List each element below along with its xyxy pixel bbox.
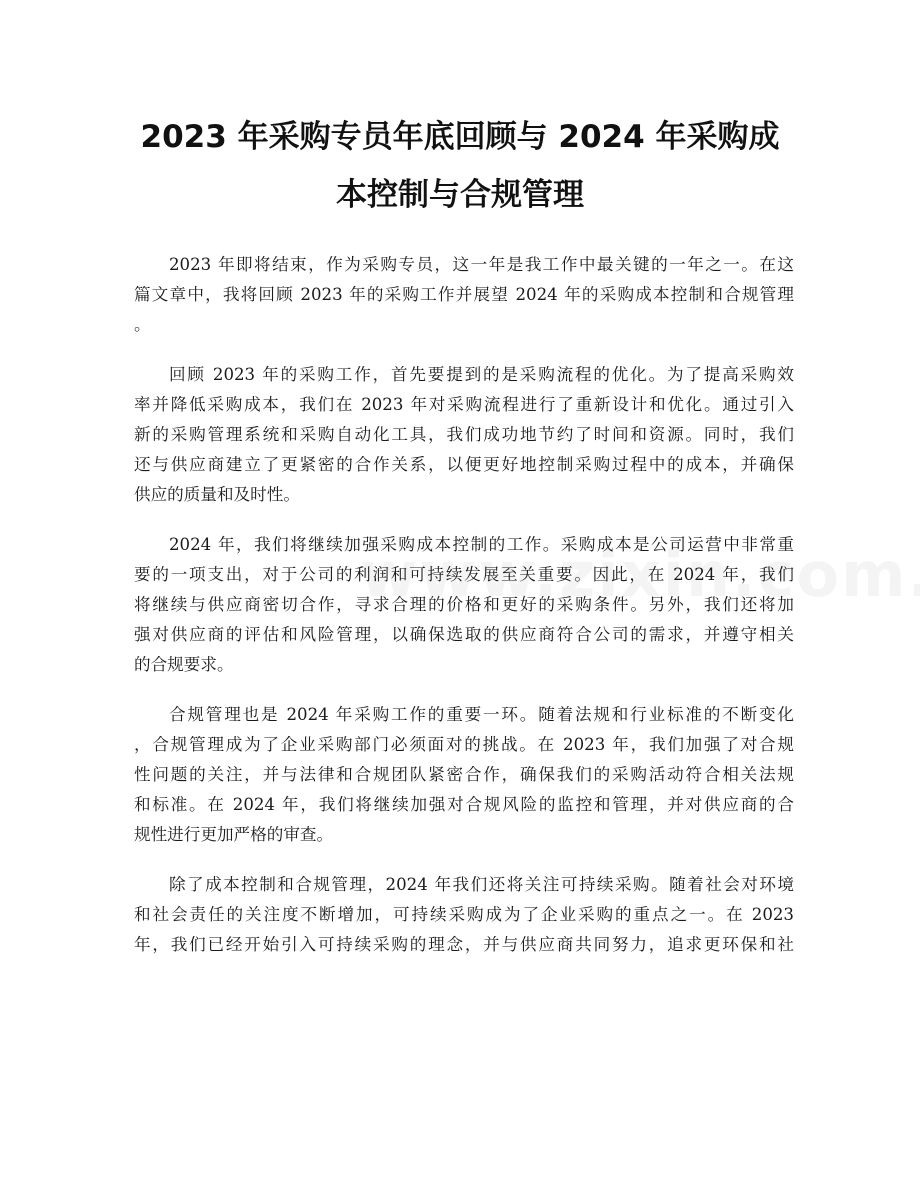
- text-line: 篇文章中，我将回顾 2023 年的采购工作并展望 2024 年的采购成本控制和合规管理: [134, 285, 794, 304]
- paragraph-cost-control: [134, 530, 794, 680]
- text-line: 规性进行更加严格的审查。: [134, 825, 334, 844]
- text-line: 和标准。在 2024 年，我们将继续加强对合规风险的监控和管理，并对供应商的合: [134, 795, 794, 814]
- title-line: 本控制与合规管理: [336, 177, 584, 213]
- text-line: 还与供应商建立了更紧密的合作关系，以便更好地控制采购过程中的成本，并确保: [134, 455, 794, 474]
- text-line: 回顾 2023 年的采购工作，首先要提到的是采购流程的优化。为了提高采购效: [169, 365, 794, 384]
- document-title: [120, 108, 800, 224]
- text-line: 的合规要求。: [134, 655, 234, 674]
- paragraph-intro: [134, 250, 794, 340]
- text-line: 和社会责任的关注度不断增加，可持续采购成为了企业采购的重点之一。在 2023: [134, 905, 794, 924]
- paragraph-compliance: [134, 700, 794, 850]
- text-line: 将继续与供应商密切合作，寻求合理的价格和更好的采购条件。另外，我们还将加: [134, 595, 794, 614]
- text-line: 新的采购管理系统和采购自动化工具，我们成功地节约了时间和资源。同时，我们: [134, 425, 794, 444]
- text-line: 强对供应商的评估和风险管理，以确保选取的供应商符合公司的需求，并遵守相关: [134, 625, 794, 644]
- text-line: 要的一项支出，对于公司的利润和可持续发展至关重要。因此，在 2024 年，我们: [134, 565, 794, 584]
- text-line: 供应的质量和及时性。: [134, 485, 300, 504]
- text-line: ，合规管理成为了企业采购部门必须面对的挑战。在 2023 年，我们加强了对合规: [134, 735, 794, 754]
- text-line: 率并降低采购成本，我们在 2023 年对采购流程进行了重新设计和优化。通过引入: [134, 395, 794, 414]
- text-line: 性问题的关注，并与法律和合规团队紧密合作，确保我们的采购活动符合相关法规: [134, 765, 794, 784]
- text-line: 除了成本控制和合规管理，2024 年我们还将关注可持续采购。随着社会对环境: [169, 875, 794, 894]
- text-line: 年，我们已经开始引入可持续采购的理念，并与供应商共同努力，追求更环保和社: [134, 935, 794, 954]
- title-line: 2023 年采购专员年底回顾与 2024 年采购成: [140, 119, 780, 155]
- text-line: 合规管理也是 2024 年采购工作的重要一环。随着法规和行业标准的不断变化: [169, 705, 794, 724]
- text-line: 2024 年，我们将继续加强采购成本控制的工作。采购成本是公司运营中非常重: [169, 535, 794, 554]
- document-body: [134, 250, 794, 980]
- text-line: 。: [134, 315, 151, 334]
- text-line: 2023 年即将结束，作为采购专员，这一年是我工作中最关键的一年之一。在这: [169, 255, 794, 274]
- paragraph-review-2023: [134, 360, 794, 510]
- paragraph-sustainable: [134, 870, 794, 960]
